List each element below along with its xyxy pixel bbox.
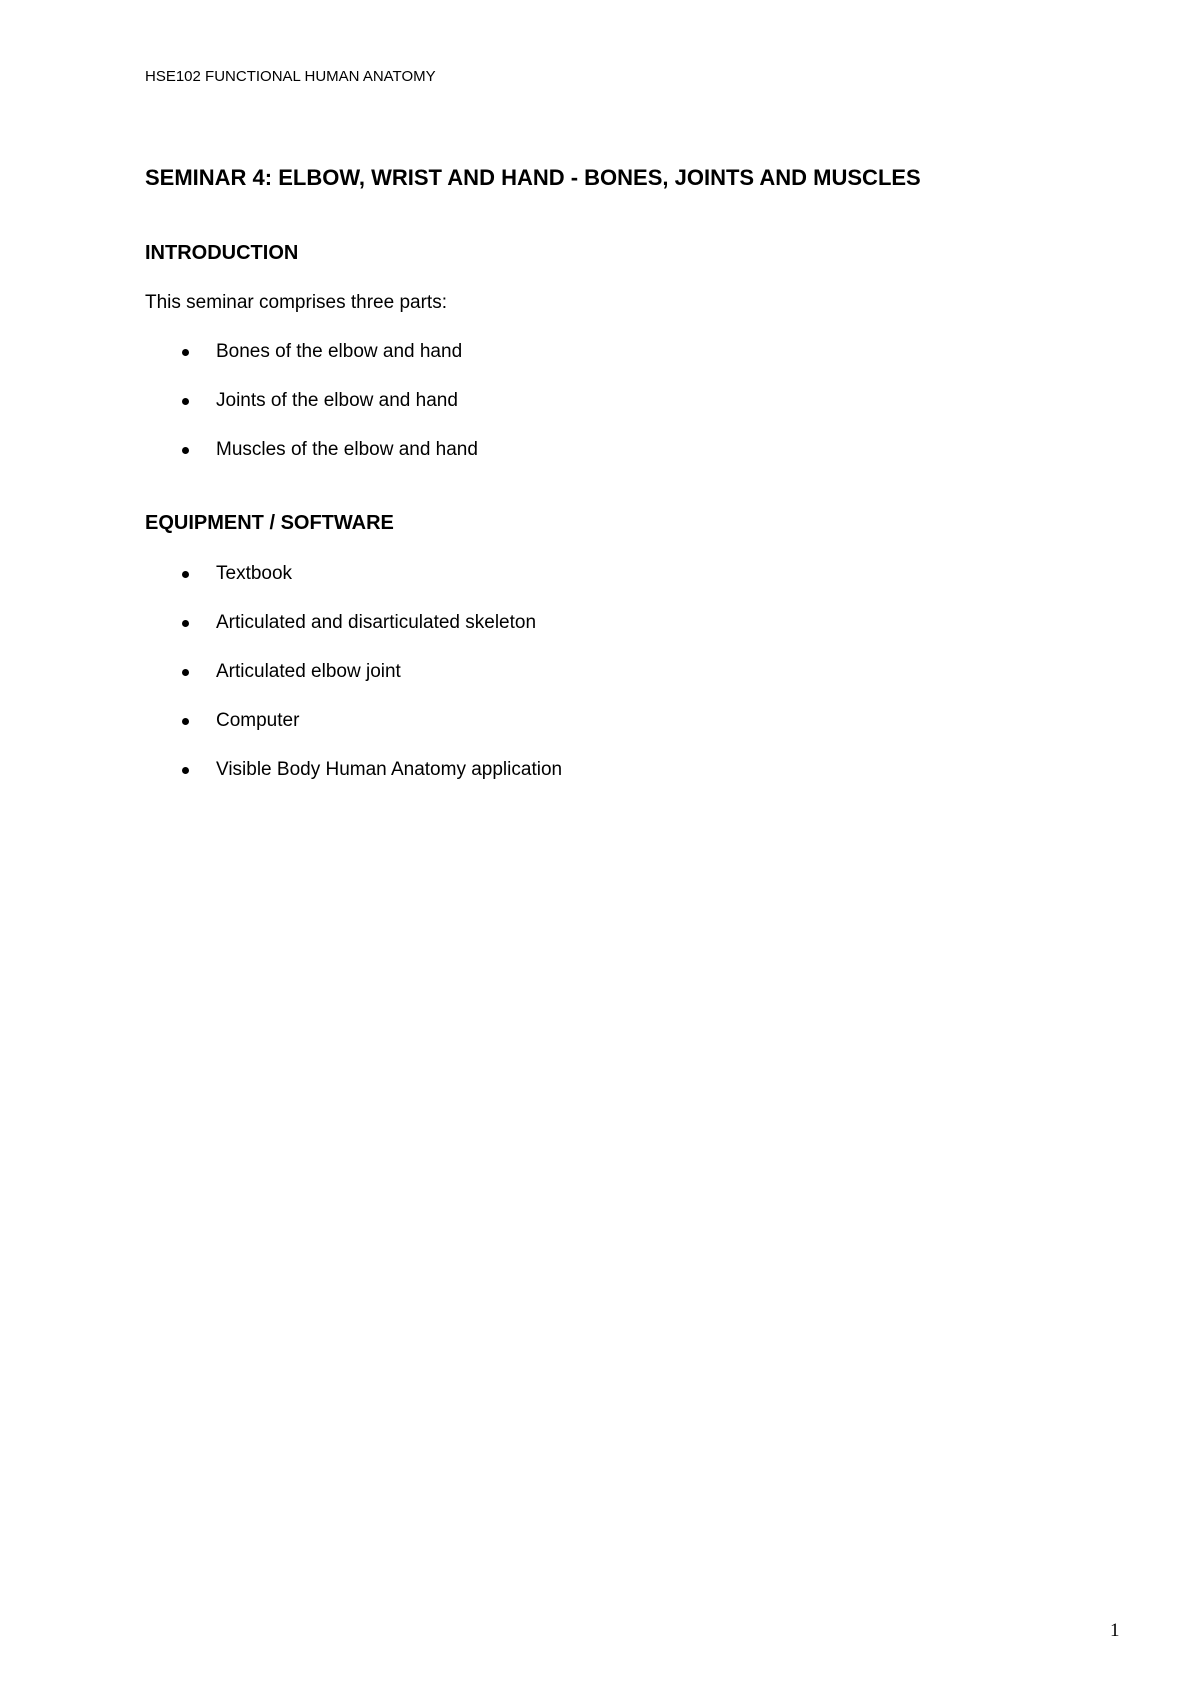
list-item-text: Bones of the elbow and hand bbox=[216, 341, 463, 362]
list-item-text: Joints of the elbow and hand bbox=[216, 390, 458, 411]
running-header: HSE102 FUNCTIONAL HUMAN ANATOMY bbox=[145, 68, 436, 85]
list-item-text: Visible Body Human Anatomy application bbox=[216, 759, 563, 780]
bullet-icon bbox=[182, 718, 189, 725]
equipment-heading: EQUIPMENT / SOFTWARE bbox=[145, 512, 394, 534]
introduction-heading: INTRODUCTION bbox=[145, 242, 299, 264]
bullet-icon bbox=[182, 398, 189, 405]
bullet-icon bbox=[182, 669, 189, 676]
bullet-icon bbox=[182, 349, 189, 356]
introduction-text: This seminar comprises three parts: bbox=[145, 292, 447, 313]
page-number: 1 bbox=[1110, 1620, 1120, 1641]
page-title: SEMINAR 4: ELBOW, WRIST AND HAND - BONES, JOINTS AND MUSCLES bbox=[145, 165, 921, 190]
list-item-text: Articulated elbow joint bbox=[216, 661, 401, 682]
bullet-icon bbox=[182, 447, 189, 454]
bullet-icon bbox=[182, 571, 189, 578]
list-item-text: Muscles of the elbow and hand bbox=[216, 439, 478, 460]
bullet-icon bbox=[182, 767, 189, 774]
bullet-icon bbox=[182, 620, 189, 627]
list-item-text: Textbook bbox=[216, 563, 293, 584]
list-item-text: Articulated and disarticulated skeleton bbox=[216, 612, 537, 633]
list-item-text: Computer bbox=[216, 710, 300, 731]
